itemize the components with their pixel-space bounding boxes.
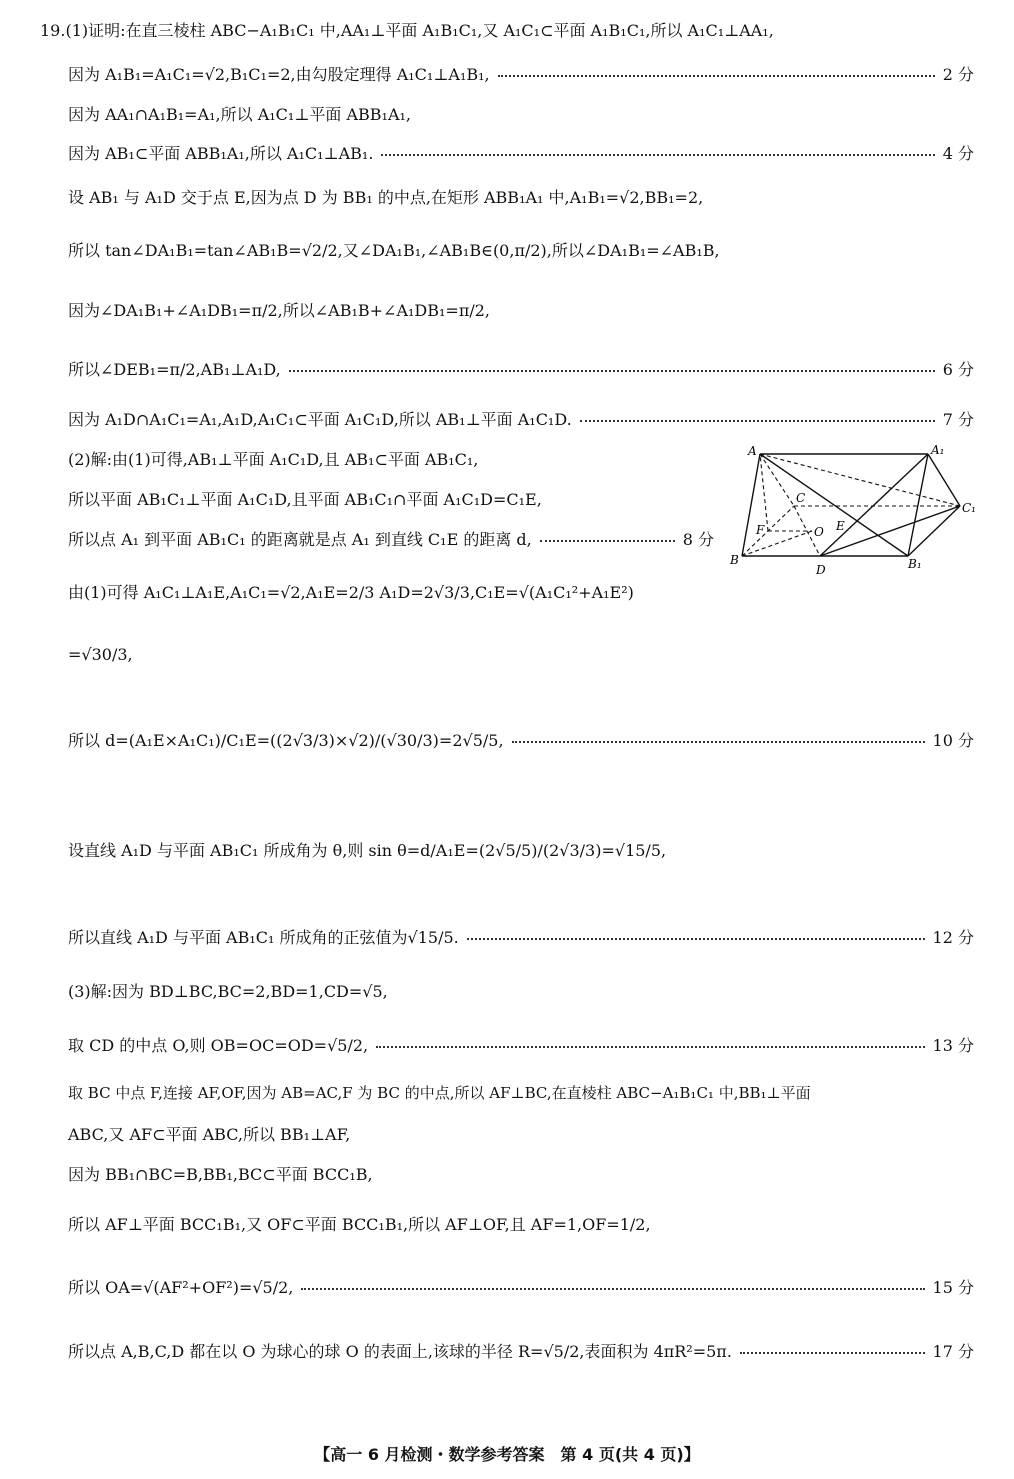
dot-leader xyxy=(376,1046,924,1048)
line-19 xyxy=(68,1033,974,1056)
line-text: 所以 tan∠DA₁B₁=tan∠AB₁B=√2/2,又∠DA₁B₁,∠AB₁B∈(0,π/2),所以∠DA₁B₁=∠AB₁B, xyxy=(68,241,720,260)
dot-leader xyxy=(512,741,925,743)
line-20 xyxy=(68,1082,974,1103)
score-label: 12 分 xyxy=(932,928,974,947)
score-label: 4 分 xyxy=(942,144,974,163)
score-label: 7 分 xyxy=(942,410,974,429)
line-text: 所以∠DEB₁=π/2,AB₁⊥A₁D, xyxy=(68,360,281,379)
prism-diagram xyxy=(728,440,980,580)
line-text: 因为∠DA₁B₁+∠A₁DB₁=π/2,所以∠AB₁B+∠A₁DB₁=π/2, xyxy=(68,301,490,320)
label-B1: B₁ xyxy=(908,557,922,571)
label-A: A xyxy=(748,444,757,458)
line-7 xyxy=(68,298,974,321)
line-text: 设 AB₁ 与 A₁D 交于点 E,因为点 D 为 BB₁ 的中点,在矩形 ABB₁A₁ 中,A₁B₁=√2,BB₁=2, xyxy=(68,188,704,207)
line-18 xyxy=(68,979,974,1002)
line-text: 设直线 A₁D 与平面 AB₁C₁ 所成角为 θ,则 sin θ=d/A₁E=(2√5/5)/(2√3/3)=√15/5, xyxy=(68,841,667,860)
line-11 xyxy=(68,487,714,510)
score-label: 2 分 xyxy=(942,65,974,84)
line-text: 所以 AF⊥平面 BCC₁B₁,又 OF⊂平面 BCC₁B₁,所以 AF⊥OF,且 AF=1,OF=1/2, xyxy=(68,1215,651,1234)
dot-leader xyxy=(289,370,935,372)
dot-leader xyxy=(467,938,925,940)
line-text: 所以点 A₁ 到平面 AB₁C₁ 的距离就是点 A₁ 到直线 C₁E 的距离 d, xyxy=(68,530,532,549)
line-text: 因为 A₁D∩A₁C₁=A₁,A₁D,A₁C₁⊂平面 A₁C₁D,所以 AB₁⊥平面 A₁C₁D. xyxy=(68,410,572,429)
line-21 xyxy=(68,1122,974,1145)
line-text: 由(1)可得 A₁C₁⊥A₁E,A₁C₁=√2,A₁E=2/3 A₁D=2√3/3,C₁E=√(A₁C₁²+A₁E²) xyxy=(68,583,634,602)
score-label: 17 分 xyxy=(932,1342,974,1361)
score-label: 10 分 xyxy=(932,731,974,750)
dot-leader xyxy=(740,1352,925,1354)
line-3 xyxy=(68,102,974,125)
line-text: 取 CD 的中点 O,则 OB=OC=OD=√5/2, xyxy=(68,1036,369,1055)
line-5 xyxy=(68,185,974,208)
line-text: 所以 d=(A₁E×A₁C₁)/C₁E=((2√3/3)×√2)/(√30/3)=2√5/5, xyxy=(68,731,504,750)
line-text: 因为 AA₁∩A₁B₁=A₁,所以 A₁C₁⊥平面 ABB₁A₁, xyxy=(68,105,412,124)
line-13 xyxy=(68,580,714,603)
dot-leader xyxy=(301,1288,924,1290)
line-16 xyxy=(68,838,974,861)
line-1 xyxy=(40,18,974,41)
line-text: 19.(1)证明:在直三棱柱 ABC−A₁B₁C₁ 中,AA₁⊥平面 A₁B₁C₁,又 A₁C₁⊂平面 A₁B₁C₁,所以 A₁C₁⊥AA₁, xyxy=(40,21,774,40)
dot-leader xyxy=(498,75,935,77)
label-B: B xyxy=(730,553,739,567)
line-15 xyxy=(68,728,974,751)
line-text: 所以 OA=√(AF²+OF²)=√5/2, xyxy=(68,1278,294,1297)
line-8 xyxy=(68,357,974,380)
line-4 xyxy=(68,141,974,164)
dot-leader xyxy=(580,420,935,422)
dot-leader xyxy=(540,540,675,542)
page-footer: 【高一 6 月检测・数学参考答案 第 4 页(共 4 页)】 xyxy=(314,1445,700,1464)
label-F: F xyxy=(756,523,765,537)
line-text: (2)解:由(1)可得,AB₁⊥平面 A₁C₁D,且 AB₁⊂平面 AB₁C₁, xyxy=(68,450,479,469)
line-9 xyxy=(68,407,974,430)
label-C1: C₁ xyxy=(962,501,976,515)
line-25 xyxy=(68,1339,974,1362)
line-text: 因为 A₁B₁=A₁C₁=√2,B₁C₁=2,由勾股定理得 A₁C₁⊥A₁B₁, xyxy=(68,65,490,84)
line-2 xyxy=(68,62,974,85)
line-14 xyxy=(68,645,974,664)
line-text: =√30/3, xyxy=(68,645,133,664)
score-label: 13 分 xyxy=(932,1036,974,1055)
line-10 xyxy=(68,447,714,470)
line-text: 因为 BB₁∩BC=B,BB₁,BC⊂平面 BCC₁B, xyxy=(68,1165,373,1184)
line-text: 因为 AB₁⊂平面 ABB₁A₁,所以 A₁C₁⊥AB₁. xyxy=(68,144,374,163)
line-text: 所以直线 A₁D 与平面 AB₁C₁ 所成角的正弦值为√15/5. xyxy=(68,928,459,947)
line-23 xyxy=(68,1212,974,1235)
label-E: E xyxy=(836,519,845,533)
line-12 xyxy=(68,527,714,550)
score-label: 15 分 xyxy=(932,1278,974,1297)
dot-leader xyxy=(381,154,934,156)
line-text: ABC,又 AF⊂平面 ABC,所以 BB₁⊥AF, xyxy=(68,1125,351,1144)
line-17 xyxy=(68,925,974,948)
line-6 xyxy=(68,238,974,261)
line-22 xyxy=(68,1162,974,1185)
label-C: C xyxy=(796,491,806,505)
line-text: 取 BC 中点 F,连接 AF,OF,因为 AB=AC,F 为 BC 的中点,所以 AF⊥BC,在直棱柱 ABC−A₁B₁C₁ 中,BB₁⊥平面 xyxy=(68,1084,811,1102)
line-text: 所以点 A,B,C,D 都在以 O 为球心的球 O 的表面上,该球的半径 R=√5/2,表面积为 4πR²=5π. xyxy=(68,1342,732,1361)
score-label: 6 分 xyxy=(942,360,974,379)
label-D: D xyxy=(816,563,826,577)
label-O: O xyxy=(814,525,824,539)
label-A1: A₁ xyxy=(931,443,945,457)
line-text: 所以平面 AB₁C₁⊥平面 A₁C₁D,且平面 AB₁C₁∩平面 A₁C₁D=C₁E, xyxy=(68,490,542,509)
line-text: (3)解:因为 BD⊥BC,BC=2,BD=1,CD=√5, xyxy=(68,982,388,1001)
score-label: 8 分 xyxy=(682,530,714,549)
line-24 xyxy=(68,1275,974,1298)
